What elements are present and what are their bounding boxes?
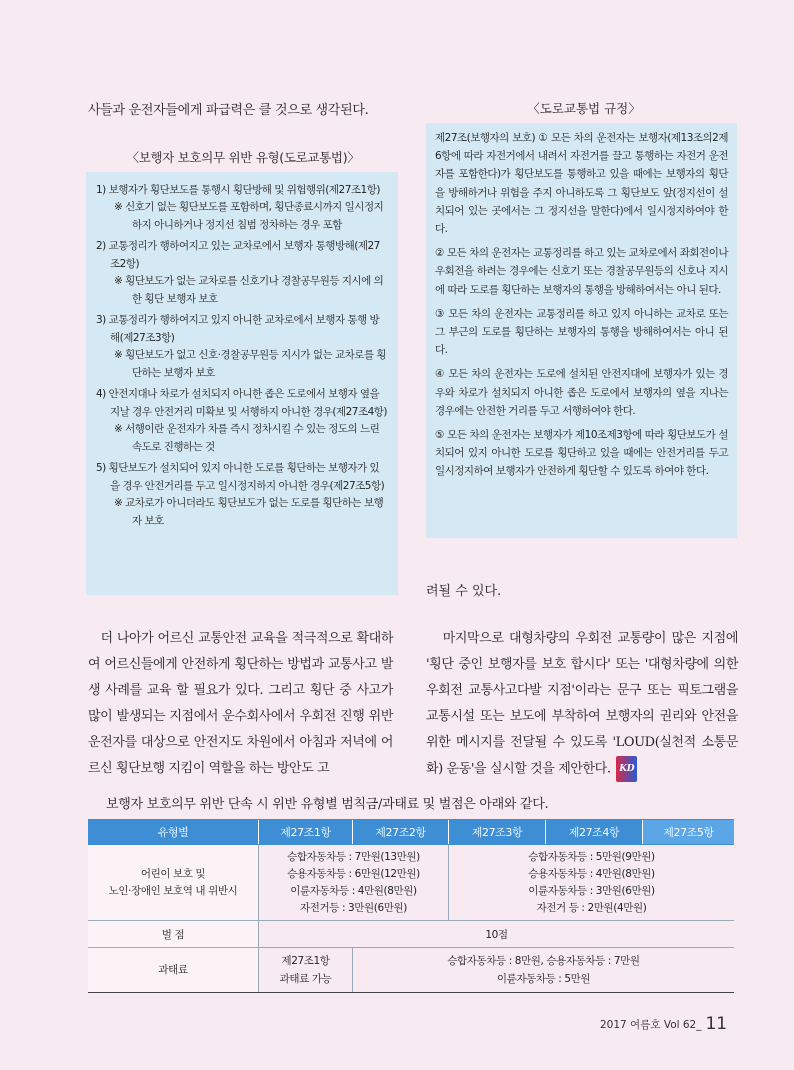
body-right: 마지막으로 대형차량의 우회전 교통량이 많은 지점에 '횡단 중인 보행자를 보호 합시다' 또는 '대형차량에 의한 우회전 교통사고다발 지점'이라는 문구 또는 픽토그램을 교통시설 또는 보도에 부착하여 보행자의 권리와 안전을 위한 메시지를 전달될 수 있도록 'LOUD(실천적 소통문화) 운동'을 실시할 것을 제안한다. KD xyxy=(426,626,738,783)
header-col: 제27조4항 xyxy=(546,820,643,845)
right-box-title: 〈도로교통법 규정〉 xyxy=(527,101,641,116)
law-paragraph: ③ 모든 차의 운전자는 교통정리를 하고 있지 아니하는 교차로 또는 그 부근의 도로를 횡단하는 보행자의 통행을 방해하여서는 아니 된다. xyxy=(435,307,728,357)
violation-item: 4) 안전지대나 차로가 설치되지 아니한 좁은 도로에서 보행자 옆을 지날 경우 안전거리 미확보 및 서행하지 아니한 경우(제27조4항) ※ 서행이란 운전자가 차를 즉시 정차시킬 수 있는 정도의 느린 속도로 진행하는 것 xyxy=(96,388,388,453)
table-row xyxy=(88,921,734,948)
penalty-table xyxy=(88,819,734,993)
page-number: 11 xyxy=(705,1014,728,1034)
fine-cell: 승합자동차등 : 8만원, 승용자동차등 : 7만원 이륜자동차등 : 5만원 xyxy=(353,948,735,993)
violation-item: 5) 횡단보도가 설치되어 있지 아니한 도로를 횡단하는 보행자가 있을 경우 안전거리를 두고 일시정지하지 아니한 경우(제27조5항) ※ 교차로가 아니더라도 횡단보도가 없는 도로를 횡단하는 보행자 보호 xyxy=(96,462,385,527)
violation-types-box xyxy=(86,172,398,595)
row-label: 과태료 xyxy=(88,948,259,993)
law-paragraph: 제27조(보행자의 보호) ① 모든 차의 운전자는 보행자(제13조의2제6항에 따라 자전거에서 내려서 자전거를 끌고 통행하는 자전거 운전자를 포함한다)가 횡단보도를 통행하고 있을 때에는 보행자의 횡단을 방해하거나 위험을 주지 아니하도록 그 횡단보도 앞(정지선이 설치되어 있는 곳에서는 그 정지선을 말한다)에서 일시정지하여야 한다. xyxy=(435,132,728,236)
row-label: 어린이 보호 및 노인·장애인 보호역 내 위반시 xyxy=(88,845,259,921)
violation-item: 2) 교통정리가 행하여지고 있는 교차로에서 보행자 통행방해(제27조2항) ※ 횡단보도가 없는 교차로를 신호기나 경찰공무원등 지시에 의한 횡단 보행자 보호 xyxy=(96,240,384,305)
traffic-law-box xyxy=(426,123,737,538)
violation-item: 1) 보행자가 횡단보도를 통행시 횡단방해 및 위험행위(제27조1항) ※ 신호기 없는 횡단보도를 포함하며, 횡단종료시까지 일시정지하지 아니하거나 정지선 침범 정차하는 경우 포함 xyxy=(96,184,384,231)
law-paragraph: ⑤ 모든 차의 운전자는 보행자가 제10조제3항에 따라 횡단보도가 설치되어 있지 아니한 도로를 횡단하고 있을 때에는 안전거리를 두고 일시정지하여 보행자가 안전하게 횡단할 수 있도록 하여야 한다. xyxy=(435,429,728,478)
issue-label: 2017 여름호 Vol 62_ xyxy=(600,1019,702,1031)
fine-cell: 승합자동차등 : 5만원(9만원) 승용자동차등 : 4만원(8만원) 이륜자동차등 : 3만원(6만원) 자전거 등 : 2만원(4만원) xyxy=(449,845,735,921)
left-box-title: 〈보행자 보호의무 위반 유형(도로교통법)〉 xyxy=(126,150,360,165)
header-col: 제27조1항 xyxy=(259,820,353,845)
footer xyxy=(600,1014,727,1034)
fine-cell: 제27조1항 과태료 가능 xyxy=(259,948,353,993)
violation-item: 3) 교통정리가 행하여지고 있지 아니한 교차로에서 보행자 통행 방해(제27조3항) ※ 횡단보도가 없고 신호·경찰공무원등 지시가 없는 교차로를 횡단하는 보행자 보호 xyxy=(96,314,387,379)
law-paragraph: ② 모든 차의 운전자는 교통정리를 하고 있는 교차로에서 좌회전이나 우회전을 하려는 경우에는 신호기 또는 경찰공무원등의 신호나 지시에 따라 도로를 횡단하는 보행자의 통행을 방해하여서는 아니 된다. xyxy=(435,247,728,296)
row-label: 벌 점 xyxy=(88,921,259,948)
table-row xyxy=(88,845,734,921)
law-paragraph: ④ 모든 차의 운전자는 도로에 설치된 안전지대에 보행자가 있는 경우와 차로가 설치되지 아니한 좁은 도로에서 보행자의 옆을 지나는 경우에는 안전한 거리를 두고 서행하여야 한다. xyxy=(435,368,728,417)
table-row xyxy=(88,948,734,993)
header-col: 제27조2항 xyxy=(353,820,449,845)
header-type: 유형별 xyxy=(88,820,259,845)
fine-cell: 승합자동차등 : 7만원(13만원) 승용자동차등 : 6만원(12만원) 이륜자동차등 : 4만원(8만원) 자전거등 : 3만원(6만원) xyxy=(259,845,449,921)
kd-logo: KD xyxy=(616,756,637,782)
header-col: 제27조5항 xyxy=(643,820,735,845)
table-header-row xyxy=(88,820,734,845)
right-continuation: 려될 수 있다. xyxy=(426,584,502,599)
table-caption: 보행자 보호의무 위반 단속 시 위반 유형별 범칙금/과태료 및 벌점은 아래와 같다. xyxy=(106,797,549,812)
body-left: 더 나아가 어르신 교통안전 교육을 적극적으로 확대하여 어르신들에게 안전하게 횡단하는 방법과 교통사고 발생 사례를 교육 할 필요가 있다. 그리고 횡단 중 사고가 많이 발생되는 지점에서 운수회사에서 우회전 진행 위반 운전자를 대상으로 안전지도 차원에서 아침과 저녁에 어르신 횡단보행 지킴이 역할을 하는 방안도 고 xyxy=(88,631,394,776)
penalty-points-cell: 10점 xyxy=(259,921,735,948)
header-col: 제27조3항 xyxy=(449,820,546,845)
lead-text: 사들과 운전자들에게 파급력은 클 것으로 생각된다. xyxy=(88,103,369,118)
